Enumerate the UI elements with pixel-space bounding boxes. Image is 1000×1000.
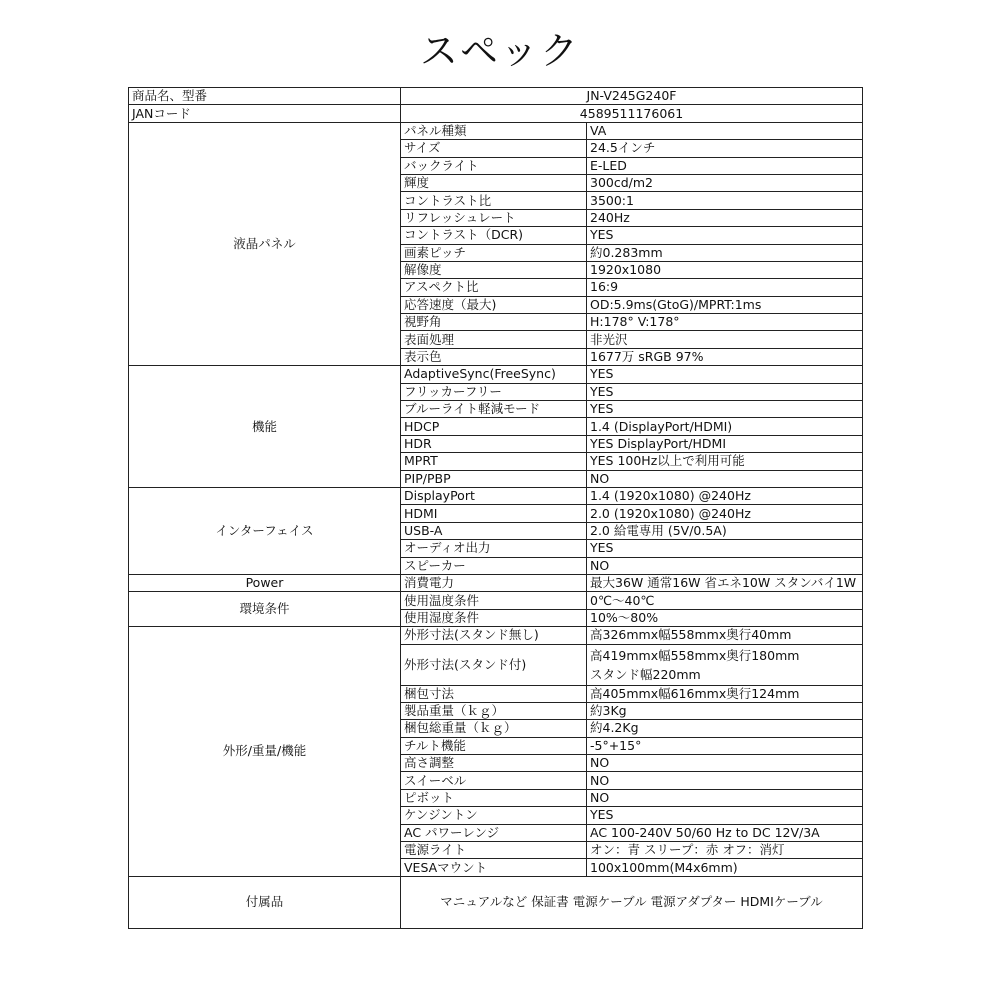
spec-value: 1.4 (DisplayPort/HDMI) [587, 418, 863, 435]
spec-value: YES [587, 540, 863, 557]
spec-key: パネル種類 [401, 122, 587, 139]
spec-key: AdaptiveSync(FreeSync) [401, 366, 587, 383]
spec-row [129, 592, 863, 609]
spec-key: 梱包寸法 [401, 685, 587, 702]
spec-key: リフレッシュレート [401, 209, 587, 226]
accessories-value: マニュアルなど 保証書 電源ケーブル 電源アダプター HDMIケーブル [401, 876, 863, 928]
spec-key: USB-A [401, 522, 587, 539]
spec-key: 視野角 [401, 314, 587, 331]
section-name: 環境条件 [129, 592, 401, 627]
spec-key: コントラスト比 [401, 192, 587, 209]
spec-key: 画素ピッチ [401, 244, 587, 261]
spec-key: HDCP [401, 418, 587, 435]
section-name: 液晶パネル [129, 122, 401, 365]
spec-key: 応答速度（最大) [401, 296, 587, 313]
spec-value: YES [587, 227, 863, 244]
spec-key: HDMI [401, 505, 587, 522]
page-title: スペック [419, 29, 580, 73]
spec-value: YES [587, 366, 863, 383]
spec-row [129, 487, 863, 504]
spec-row [129, 627, 863, 644]
spec-value: AC 100-240V 50/60 Hz to DC 12V/3A [587, 824, 863, 841]
spec-key: HDR [401, 435, 587, 452]
spec-value: 1677万 sRGB 97% [587, 348, 863, 365]
spec-value: 4589511176061 [401, 105, 863, 122]
spec-key: MPRT [401, 453, 587, 470]
spec-value: 240Hz [587, 209, 863, 226]
spec-key: AC パワーレンジ [401, 824, 587, 841]
spec-value: JN-V245G240F [401, 88, 863, 105]
spec-value: OD:5.9ms(GtoG)/MPRT:1ms [587, 296, 863, 313]
spec-key: 電源ライト [401, 842, 587, 859]
section-name: 機能 [129, 366, 401, 488]
spec-key: 消費電力 [401, 574, 587, 591]
spec-key: DisplayPort [401, 487, 587, 504]
spec-key: 解像度 [401, 261, 587, 278]
spec-row [129, 876, 863, 928]
spec-label: JANコード [129, 105, 401, 122]
spec-value: YES [587, 383, 863, 400]
spec-value: YES [587, 401, 863, 418]
spec-key: ケンジントン [401, 807, 587, 824]
spec-value: NO [587, 789, 863, 806]
spec-key: 使用湿度条件 [401, 609, 587, 626]
spec-key: 輝度 [401, 174, 587, 191]
section-name: 外形/重量/機能 [129, 627, 401, 877]
accessories-label: 付属品 [129, 876, 401, 928]
spec-value: YES [587, 807, 863, 824]
spec-value: NO [587, 470, 863, 487]
spec-key: サイズ [401, 140, 587, 157]
spec-value: 約4.2Kg [587, 720, 863, 737]
spec-key: ブルーライト軽減モード [401, 401, 587, 418]
spec-value: H:178° V:178° [587, 314, 863, 331]
spec-value: YES DisplayPort/HDMI [587, 435, 863, 452]
spec-key: 使用温度条件 [401, 592, 587, 609]
spec-row [129, 88, 863, 105]
spec-value: 3500:1 [587, 192, 863, 209]
spec-key: 外形寸法(スタンド付) [401, 644, 587, 685]
spec-value: 約0.283mm [587, 244, 863, 261]
spec-value-line: スタンド幅220mm [590, 666, 701, 682]
spec-key: 表面処理 [401, 331, 587, 348]
spec-key: VESAマウント [401, 859, 587, 876]
spec-value: 高326mmx幅558mmx奥行40mm [587, 627, 863, 644]
spec-key: バックライト [401, 157, 587, 174]
spec-value: 2.0 (1920x1080) @240Hz [587, 505, 863, 522]
spec-key: 梱包総重量（ｋｇ） [401, 720, 587, 737]
spec-value: 1.4 (1920x1080) @240Hz [587, 487, 863, 504]
spec-key: コントラスト（DCR) [401, 227, 587, 244]
spec-value: NO [587, 772, 863, 789]
spec-value: 1920x1080 [587, 261, 863, 278]
section-name: インターフェイス [129, 487, 401, 574]
spec-key: スピーカー [401, 557, 587, 574]
spec-value [587, 644, 863, 685]
spec-key: PIP/PBP [401, 470, 587, 487]
spec-value: 16:9 [587, 279, 863, 296]
spec-value: 非光沢 [587, 331, 863, 348]
spec-value: 10%～80% [587, 609, 863, 626]
spec-value: YES 100Hz以上で利用可能 [587, 453, 863, 470]
spec-value: NO [587, 557, 863, 574]
spec-value: 2.0 給電専用 (5V/0.5A) [587, 522, 863, 539]
spec-row [129, 105, 863, 122]
spec-key: 高さ調整 [401, 755, 587, 772]
spec-value: -5°+15° [587, 737, 863, 754]
spec-row [129, 366, 863, 383]
spec-key: オーディオ出力 [401, 540, 587, 557]
spec-table [128, 87, 863, 929]
spec-row [129, 122, 863, 139]
spec-label: 商品名、型番 [129, 88, 401, 105]
spec-value: VA [587, 122, 863, 139]
spec-value: NO [587, 755, 863, 772]
spec-value-line: 高419mmx幅558mmx奥行180mm [590, 647, 800, 663]
spec-key: スイーベル [401, 772, 587, 789]
spec-value: 300cd/m2 [587, 174, 863, 191]
section-name: Power [129, 574, 401, 591]
spec-value: 約3Kg [587, 702, 863, 719]
spec-value: E-LED [587, 157, 863, 174]
spec-key: チルト機能 [401, 737, 587, 754]
spec-key: 表示色 [401, 348, 587, 365]
spec-key: アスペクト比 [401, 279, 587, 296]
spec-value: 高405mmx幅616mmx奥行124mm [587, 685, 863, 702]
spec-value: 最大36W 通常16W 省エネ10W スタンバイ1W [587, 574, 863, 591]
spec-value: 24.5インチ [587, 140, 863, 157]
spec-key: ピボット [401, 789, 587, 806]
spec-key: フリッカーフリー [401, 383, 587, 400]
spec-value: 100x100mm(M4x6mm) [587, 859, 863, 876]
spec-key: 外形寸法(スタンド無し) [401, 627, 587, 644]
spec-key: 製品重量（ｋｇ） [401, 702, 587, 719]
spec-row [129, 574, 863, 591]
spec-value: オン：青 スリープ：赤 オフ：消灯 [587, 842, 863, 859]
spec-value: 0℃～40℃ [587, 592, 863, 609]
